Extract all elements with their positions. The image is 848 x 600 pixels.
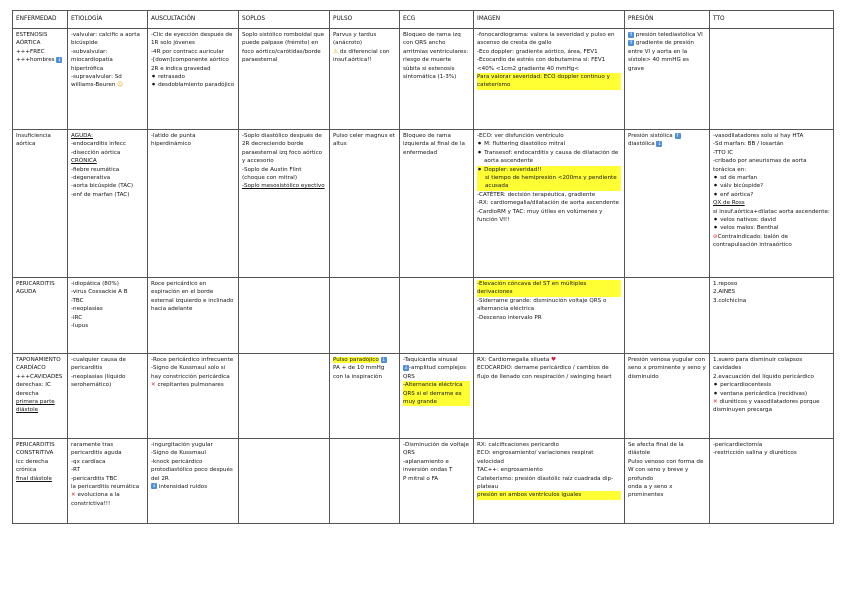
bullet-item: ● pericardiocentesis: [713, 381, 830, 389]
auscultation-line: -Clic de eyección después de 1R solo jóvenes: [151, 32, 233, 47]
prohibited-icon: ⊘: [713, 233, 718, 240]
imaging-line: -fonocardiograma: valora la severidad y pulso en ascenso de cresta de gallo: [477, 32, 615, 47]
imaging-line: -CATÉTER: decisión terapéutica, gradiente: [477, 191, 596, 198]
imaging-line-highlight: Para valorar severidad: ECO doppler continuo y cateterismo: [477, 73, 621, 90]
bullet-item: ● válv bicúspide?: [713, 182, 830, 190]
pulse-line: Pulso celer magnus et altus: [333, 133, 395, 148]
table-row-pericarditis-aguda: [13, 278, 834, 354]
auscultation-line: -4R por contracc auricular: [151, 48, 224, 55]
header-enfermedad: ENFERMEDAD: [13, 11, 68, 29]
etiology-line: -idiopática (80%): [71, 281, 119, 287]
cell-auscultacion: [148, 278, 239, 354]
cell-presion: [625, 278, 710, 354]
header-pulso: PULSO: [330, 11, 400, 29]
bullet-item: ● sd de marfan: [713, 174, 830, 182]
cell-enfermedad: [13, 130, 68, 278]
cell-enfermedad: [13, 29, 68, 130]
treatment-line: si insuf.aórtica+dilatac aorta ascendente:: [713, 208, 830, 215]
cell-auscultacion: [148, 29, 239, 130]
header-etiologia: ETIOLOGÍA: [68, 11, 148, 29]
cell-ecg: [400, 278, 474, 354]
bullet-item: ● M: fluttering diastólico mitral: [477, 140, 621, 148]
table-row-taponamiento: [13, 354, 834, 439]
cell-presion: [625, 29, 710, 130]
ecg-line: Bloqueo de rama izquierda al final de la enfermedad: [403, 133, 465, 156]
cell-ecg: [400, 130, 474, 278]
auscultation-line: crepitantes pulmonares: [157, 382, 224, 389]
cell-etiologia: [68, 354, 148, 439]
cell-enfermedad: [13, 278, 68, 354]
cell-auscultacion: [148, 439, 239, 524]
cell-etiologia: [68, 278, 148, 354]
etiology-heading: CRÓNICA: [71, 158, 97, 165]
disease-name: TAPONAMIENTO CARDÍACO: [16, 357, 61, 372]
auscultation-line: -knock pericárdico protodiastólico poco después del 2R: [151, 458, 233, 482]
etiology-line: -valvular: calcific a aorta bicúspide: [71, 32, 140, 47]
imaging-line: ECOCARDIO: derrame pericárdico / cambios de flujo de llenado con respiración / swinging heart: [477, 365, 612, 380]
treatment-line: -TTO IC: [713, 149, 733, 156]
disease-table-sheet: [12, 10, 834, 524]
pressure-line: diastólica: [628, 141, 655, 148]
note-line: +++CAVIDADES derechas: IC derecha: [16, 373, 63, 397]
cell-soplos: [239, 278, 330, 354]
murmur-line: -Soplo mesosistólico eyectivo: [242, 183, 325, 190]
imaging-line-highlight: si tiempo de hemipresión <200ms y pendiente acusada: [477, 174, 621, 191]
treatment-heading: QX de Ross: [713, 200, 745, 207]
cell-tto: [710, 130, 834, 278]
ecg-line: -Taquicardia sinusal: [403, 357, 458, 363]
treatment-line: -vasodilatadores solo si hay HTA: [713, 133, 804, 139]
imaging-line: -Ecocardio de estrés con dobutamina si: FEV1 <40% <1cm2 gradiente 40 mmHg<: [477, 57, 606, 72]
pressure-line: Presión sistólica: [628, 133, 673, 139]
treatment-line: -pericardiectomía: [713, 442, 763, 448]
treatment-line: -restricción salina y diuréticos: [713, 450, 797, 457]
treatment-line: Contraindicado: balón de contrapulsación intraaórtico: [713, 233, 792, 249]
auscultation-line: -latido de punta hiperdinámico: [151, 133, 196, 148]
etiology-line: -TBC: [71, 297, 84, 304]
ecg-line: -amplitud complejos QRS: [403, 365, 467, 380]
imaging-line: -RX: cardiomegalia/dilatación de aorta ascendente: [477, 200, 619, 207]
etiology-line: -pericarditis TBC: [71, 475, 118, 482]
etiology-line: -RT: [71, 467, 80, 474]
cell-pulso: [330, 278, 400, 354]
cell-soplos: [239, 439, 330, 524]
etiology-line: -virus Coxsackie A B: [71, 289, 128, 296]
note-line: final diástole: [16, 475, 52, 482]
arrow-down-icon: ↓: [57, 56, 62, 63]
bullet-item: ● Transesof: endocarditis y causa de dilatación de aorta ascendente: [477, 149, 621, 166]
disease-comparison-table: [12, 10, 834, 524]
murmur-text: Soplo sistólico romboidal que puede palpase (frémito) en foco aórtico/carótidas/borde paraesternal: [242, 32, 325, 64]
cell-soplos: [239, 29, 330, 130]
ecg-line: -aplanamiento e inversión ondas T: [403, 458, 453, 474]
bullet-item: ● velos malos: Benthal: [713, 224, 830, 232]
cell-tto: [710, 278, 834, 354]
cell-enfermedad: [13, 354, 68, 439]
bullet-item: ● desdoblamiento paradójico: [151, 81, 235, 89]
cell-etiologia: [68, 439, 148, 524]
etiology-line: -endocarditis infecc: [71, 141, 126, 148]
treatment-line: 2.AINES: [713, 289, 736, 296]
etiology-line: -enf de marfan (TAC): [71, 191, 130, 198]
treatment-line: -Sd marfan: BB / losartán: [713, 141, 784, 148]
pulse-line: dx diferencial con insuf.aórtica!!: [333, 48, 390, 64]
bullet-item-highlight: ● Doppler: severidad!!: [477, 166, 621, 174]
etiology-line: -cualquier causa de pericarditis: [71, 357, 126, 372]
cell-soplos: [239, 130, 330, 278]
ecg-line: Bloqueo de rama izq con QRS ancho: [403, 32, 461, 47]
cell-imagen: [474, 439, 625, 524]
pressure-line: Pulso venoso con forma de W con seno y breve y profundo: [628, 458, 704, 482]
cell-presion: [625, 354, 710, 439]
etiology-line: evoluciona a la constrictiva!!!: [71, 492, 120, 507]
emoji-icon: ☺: [117, 82, 124, 89]
etiology-line: -qx cardíaca: [71, 458, 106, 465]
ecg-line: P mitral o FA: [403, 475, 439, 482]
imaging-line: -Siderrame grande: disminución voltaje QRS o alternancia eléctrica: [477, 297, 607, 313]
note-line: +++hombres: [16, 57, 55, 64]
etiology-line: -disección aórtica: [71, 149, 121, 156]
disease-name: PERICARDITIS CONSTRITIVA: [16, 442, 55, 457]
auscultation-line: Roce pericárdico en espiración en el borde esternal izquierdo e inclinado hacia adelante: [151, 281, 234, 313]
imaging-line: RX: calcificaciones pericardio: [477, 442, 559, 448]
cell-tto: [710, 29, 834, 130]
imaging-line: -Descenso intervalo PR: [477, 314, 542, 321]
treatment-line: 2.evacuación del líquido pericárdico: [713, 373, 814, 380]
arrow-down-icon: ↓: [381, 356, 386, 363]
imaging-line-highlight: presión en ambos ventrículos iguales: [477, 491, 621, 499]
table-row-insuficiencia-aortica: [13, 130, 834, 278]
cell-presion: [625, 439, 710, 524]
disease-name: Insuficiencia aórtica: [16, 133, 51, 148]
imaging-line: -ECO: ver disfunción ventrículo: [477, 133, 564, 139]
header-row: [13, 11, 834, 29]
cell-soplos: [239, 354, 330, 439]
cell-etiologia: [68, 130, 148, 278]
pressure-line: Se afecta final de la diástole: [628, 442, 684, 457]
cross-icon: ✕: [151, 382, 156, 389]
treatment-line: 1.reposo: [713, 281, 738, 287]
warning-icon: ⚠: [333, 48, 339, 55]
ecg-line-highlight: -Alternancia eléctrica QRS si el derrame es muy grande: [403, 381, 470, 406]
imaging-line: TAC++: engrosamiento: [477, 467, 543, 474]
pressure-line: Presión venosa yugular con seno x prominente y seno y disminuido: [628, 357, 706, 380]
arrow-down-icon: ↓: [151, 483, 157, 490]
note-line: +++FREC: [16, 48, 45, 55]
imaging-line: -CardioRM y TAC: muy útiles en volúmenes y función VI!!: [477, 208, 603, 223]
cell-pulso: [330, 130, 400, 278]
auscultation-line: -Signo de Kussmaul solo si hay constricción pericárdica: [151, 365, 230, 380]
arrow-up-icon: ↑: [628, 31, 634, 38]
cell-imagen: [474, 29, 625, 130]
cell-ecg: [400, 439, 474, 524]
cross-icon: ✕: [71, 492, 76, 499]
etiology-line: raramente tras pericarditis aguda: [71, 442, 122, 457]
treatment-line: diuréticos y vasodilatadores porque disminuyen precarga: [713, 398, 820, 414]
auscultation-line: intensidad ruidos: [158, 483, 208, 490]
bullet-item: ● retrasado: [151, 73, 235, 81]
etiology-line: -IRC: [71, 314, 83, 321]
header-imagen: IMAGEN: [474, 11, 625, 29]
header-soplos: SOPLOS: [239, 11, 330, 29]
ecg-line: arritmias ventriculares: riesgo de muerte súbita si estenosis sintomática (1-3%): [403, 48, 469, 80]
header-auscultacion: AUSCULTACIÓN: [148, 11, 239, 29]
auscultation-line: -ingurgitación yugular: [151, 442, 213, 448]
imaging-line: ECO: engrosamiento/ variaciones respirat velocidad: [477, 450, 594, 465]
ecg-line: -Disminución de voltaje QRS: [403, 442, 469, 457]
etiology-line: -neoplasias (líquido serohemático): [71, 373, 126, 389]
cell-presion: [625, 130, 710, 278]
etiology-line: -fiebre reumática: [71, 166, 120, 173]
auscultation-line: -Roce pericárdico infrecuente: [151, 357, 234, 363]
imaging-line-highlight: -Elevación cóncava del ST en múltiples derivaciones: [477, 280, 621, 297]
cell-auscultacion: [148, 130, 239, 278]
arrow-up-icon: ↑: [628, 39, 634, 46]
cell-auscultacion: [148, 354, 239, 439]
pulse-line-highlight: Pulso paradójico: [333, 357, 379, 363]
pulse-line: PA + de 10 mmHg con la inspiración: [333, 365, 385, 380]
disease-name: ESTENOSIS AÓRTICA: [16, 32, 48, 47]
etiology-line: -degenerativa: [71, 174, 111, 181]
cross-icon: ✕: [713, 398, 718, 405]
note-line: icc derecha crónica: [16, 458, 49, 474]
cell-etiologia: [68, 29, 148, 130]
header-tto: TTO: [710, 11, 834, 29]
cell-pulso: [330, 439, 400, 524]
treatment-line: 3.colchicina: [713, 297, 747, 304]
arrow-down-icon: ↓: [657, 140, 662, 147]
cell-imagen: [474, 130, 625, 278]
bullet-item: ● ventana pericárdica (recidivas): [713, 390, 830, 398]
cell-tto: [710, 439, 834, 524]
etiology-heading: AGUDA:: [71, 133, 93, 139]
arrow-up-icon: ↑: [675, 132, 680, 139]
etiology-line: -aorta bicúspide (TAC): [71, 183, 134, 190]
imaging-line: -Eco doppler: gradiente aórtico, área, FEV1: [477, 48, 598, 55]
treatment-line: -cribado por aneurismas de aorta torácica en:: [713, 158, 807, 173]
header-presion: PRESIÓN: [625, 11, 710, 29]
murmur-line: -Soplo diastólico después de 2R decreciendo borde paraesternal izq foco aórtico y accesorio: [242, 133, 323, 165]
imaging-line: RX: Cardiomegalia silueta: [477, 357, 550, 363]
cell-ecg: [400, 354, 474, 439]
bullet-item: ● velos nativos: david: [713, 216, 830, 224]
pulse-line: Parvus y tardus (anácroto): [333, 32, 377, 47]
cell-pulso: [330, 354, 400, 439]
table-row-estenosis-aortica: [13, 29, 834, 130]
cell-enfermedad: [13, 439, 68, 524]
murmur-line: -Soplo de Austin Flint (choque con mitral): [242, 166, 302, 181]
cell-imagen: [474, 278, 625, 354]
pressure-line: presión telediastólica VI: [635, 32, 703, 38]
etiology-line: la pericarditis reumática: [71, 483, 140, 490]
etiology-line: -supravalvular: Sd williams-Beuren: [71, 73, 122, 89]
pressure-line: gradiente de presión entre VI y aorta en la sístole> 40 mmHG es grave: [628, 40, 694, 72]
heart-icon: ♥: [551, 357, 557, 363]
cell-tto: [710, 354, 834, 439]
cell-imagen: [474, 354, 625, 439]
imaging-line: Cateterismo: presión diastólic raíz cuadrada dip-plateau: [477, 475, 614, 490]
treatment-line: 1.suero para disminuir colapsos cavidades: [713, 357, 803, 372]
bullet-item: ● enf aórtica?: [713, 191, 830, 199]
disease-name: PERICARDITIS AGUDA: [16, 281, 55, 296]
arrow-down-icon: ↓: [403, 364, 409, 371]
table-row-pericarditis-constrictiva: [13, 439, 834, 524]
note-line: primera parte diástole: [16, 398, 55, 414]
etiology-line: -lupus: [71, 322, 89, 329]
cell-ecg: [400, 29, 474, 130]
etiology-line: -subvalvular: miocardiopatía hipertrófica: [71, 48, 113, 72]
auscultation-line: -[down]componente aórtico 2R e indica gravedad: [151, 57, 229, 72]
cell-pulso: [330, 29, 400, 130]
pressure-line: onda a y seno x prominentes: [628, 483, 673, 499]
header-ecg: ECG: [400, 11, 474, 29]
auscultation-line: -Signo de Kussmaul: [151, 450, 206, 457]
etiology-line: -neoplasias: [71, 306, 103, 313]
